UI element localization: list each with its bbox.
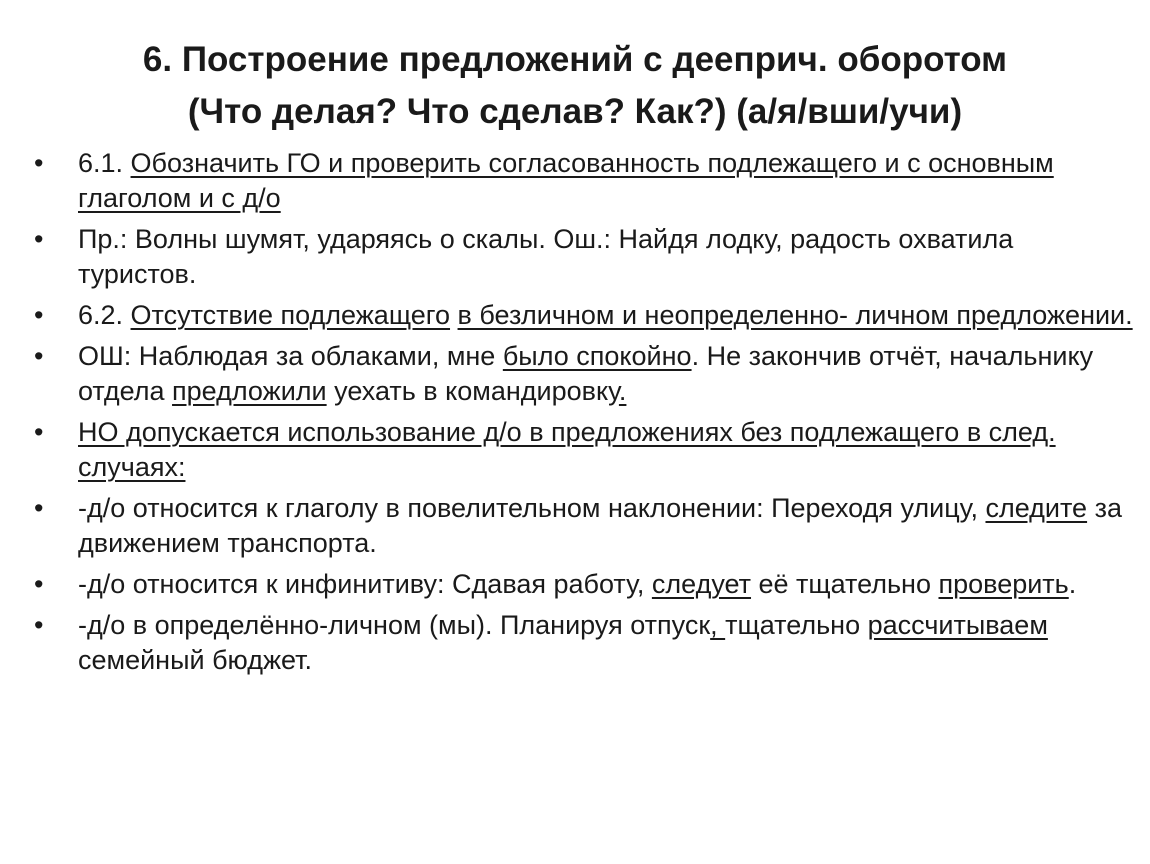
bullet-list <box>30 146 1135 684</box>
text-segment: Пр.: Волны шумят, ударяясь о скалы. Ош.: Найдя лодку, радость охватила туристов. <box>78 224 1014 289</box>
text-segment <box>450 300 458 330</box>
bullet-item <box>30 415 1135 485</box>
bullet-dot-icon: • <box>34 610 44 640</box>
underlined-segment: следует <box>651 569 752 599</box>
underlined-segment: предложили <box>172 376 327 406</box>
underlined-segment: . <box>618 376 627 406</box>
bullet-dot-icon: • <box>34 224 44 254</box>
slide-title <box>40 34 1110 138</box>
text-segment: -д/о в определённо-личном (мы). Планируя отпуск <box>78 610 711 640</box>
bullet-dot-icon: • <box>34 300 44 330</box>
bullet-dot-icon: • <box>34 569 44 599</box>
underlined-segment: Отсутствие подлежащего <box>130 300 451 330</box>
text-segment: 6.1. <box>78 148 131 178</box>
bullet-item <box>30 608 1135 678</box>
text-segment: уехать в командировку <box>326 376 619 406</box>
text-segment: ОШ: Наблюдая за облаками, мне <box>78 341 503 371</box>
bullet-dot-icon: • <box>34 493 44 523</box>
underlined-segment: проверить <box>938 569 1069 599</box>
text-segment: тщательно <box>725 610 868 640</box>
bullet-item <box>30 339 1135 409</box>
bullet-item <box>30 491 1135 561</box>
bullet-item <box>30 146 1135 216</box>
bullet-dot-icon: • <box>34 148 44 178</box>
underlined-segment: в безличном и неопределенно- личном предложении. <box>457 300 1133 330</box>
underlined-segment: рассчитываем <box>867 610 1048 640</box>
text-segment: 6.2. <box>78 300 131 330</box>
bullet-dot-icon: • <box>34 341 44 371</box>
text-segment: за движением транспорта. <box>78 493 1122 558</box>
underlined-segment: было спокойно <box>502 341 692 371</box>
text-segment: семейный бюджет. <box>78 645 313 675</box>
text-segment: -д/о относится к глаголу в повелительном наклонении: Переходя улицу, <box>78 493 986 523</box>
underlined-segment: НО допускается использование д/о в предложениях без подлежащего в след. случаях: <box>78 417 1056 482</box>
text-segment: её тщательно <box>751 569 939 599</box>
text-segment: . Не закончив отчёт, начальнику отдела <box>78 341 1094 406</box>
bullet-dot-icon: • <box>34 417 44 447</box>
title-line-1: 6. Построение предложений с дееприч. оборотом <box>142 40 1008 79</box>
text-segment: -д/о относится к инфинитиву: Сдавая работу, <box>78 569 652 599</box>
text-segment: . <box>1068 569 1077 599</box>
bullet-item <box>30 567 1135 602</box>
bullet-item <box>30 222 1135 292</box>
bullet-item <box>30 298 1135 333</box>
underlined-segment: Обозначить ГО и проверить согласованность подлежащего и с основным глаголом и с д/о <box>78 148 1054 213</box>
underlined-segment: , <box>710 610 726 640</box>
title-line-2: (Что делая? Что сделав? Как?) (а/я/вши/учи) <box>187 92 963 131</box>
underlined-segment: следите <box>985 493 1088 523</box>
